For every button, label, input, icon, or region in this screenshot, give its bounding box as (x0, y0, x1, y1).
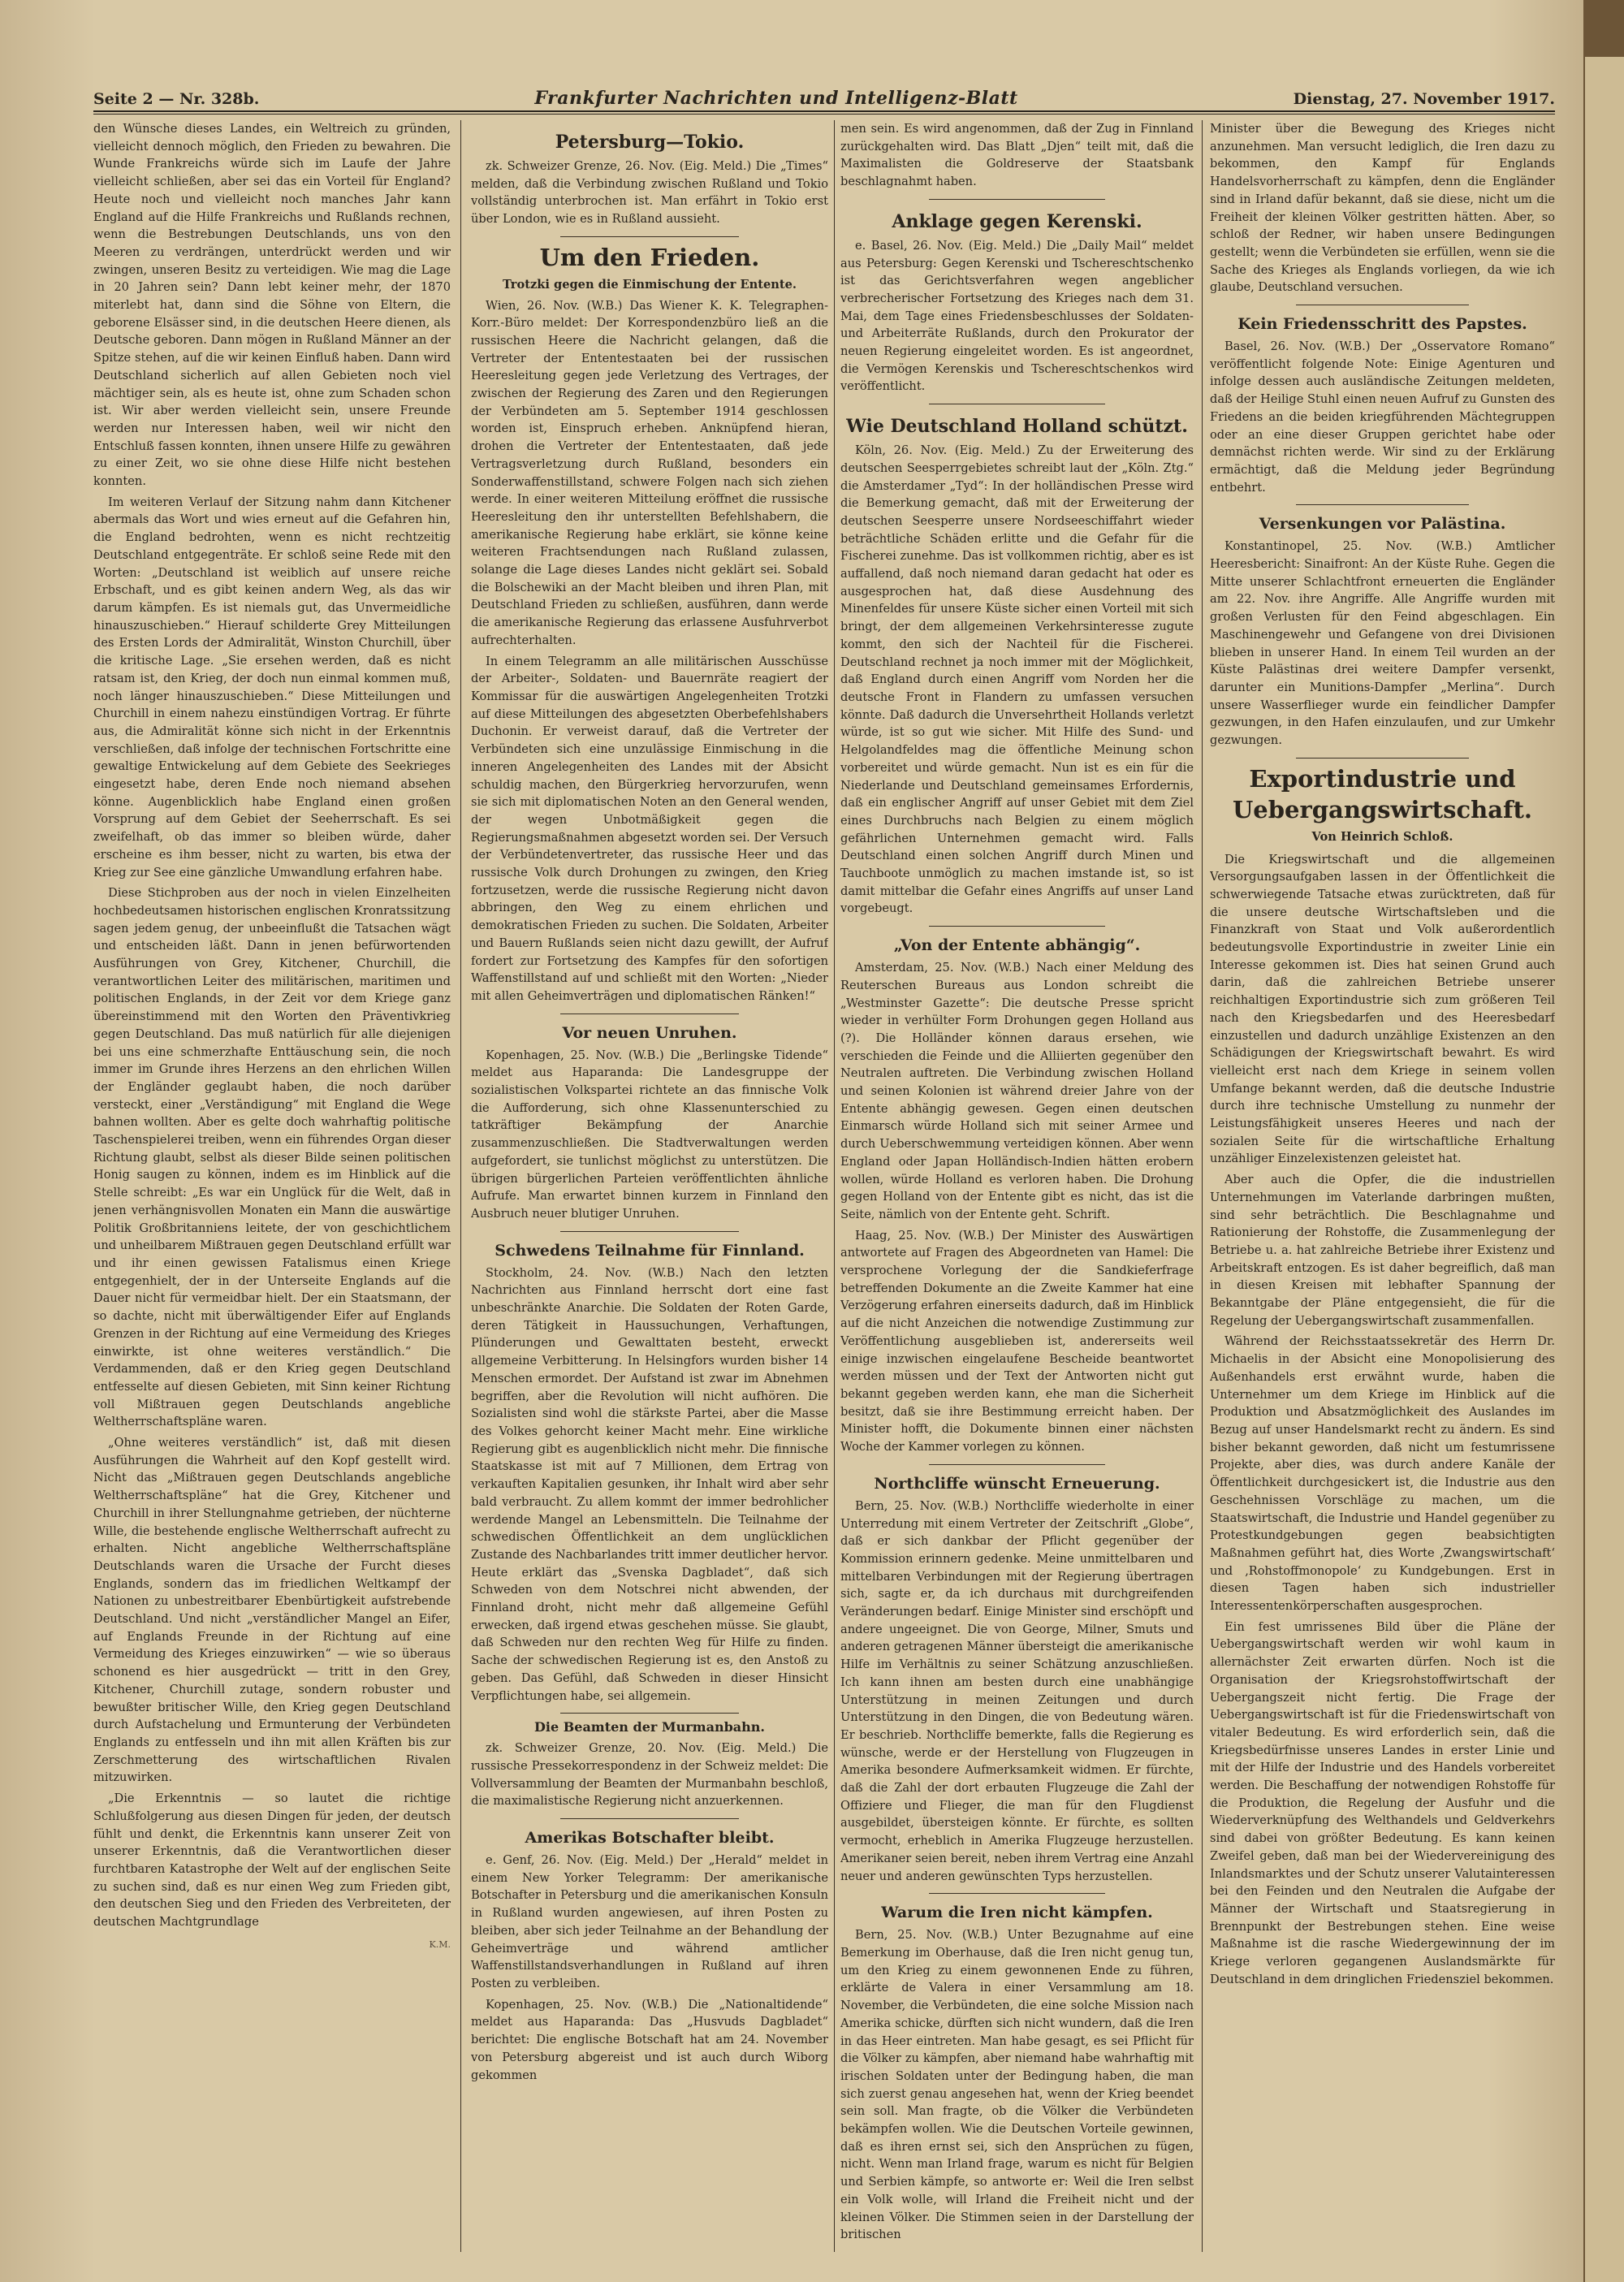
header-rule (93, 110, 1555, 112)
divider (560, 1231, 739, 1232)
article-headline: Die Beamten der Murmanbahn. (534, 1719, 765, 1735)
article-headline: Anklage gegen Kerenski. (892, 210, 1142, 232)
article-paragraph: Bern, 25. Nov. (W.B.) Unter Bezugnahme auf eine Bemerkung im Oberhause, daß die Iren nicht genug tun, um den Krieg zu einem gewonnenen Ende zu führen, erklärte de Valera in einer Versammlung am 18. November, die Verbündeten, die eine solche Mission nach Amerika schicke, dürften sich nicht wundern, daß die Iren in das Heer eintreten. Man habe gesagt, es sei Pflicht für die Völker zu kämpfen, aber niemand habe wahrhaftig mit irischen Soldaten unter der Bedingung haben, die man sich zuerst genau angesehen hat, wenn der Krieg beendet sein soll. Man fragte, ob die Völker die Verbündeten bekämpfen wollen. Wie die Deutschen Vorteile gewinnen, daß es ihren ernst sei, sich den Ansprüchen zu fügen, nicht. Wenn man Irland frage, warum es nicht für Belgien und Serbien kämpfe, so antworte er: Weil die Iren selbst ein Volk wolle, will Irland die Freiheit nicht und der kleinen Völker. Die Stimmen seien in der Darstellung der britischen (840, 1928, 1194, 2242)
article-headline: Petersburg—Tokio. (555, 132, 745, 153)
article-paragraph: Kopenhagen, 25. Nov. (W.B.) Die „Berlingske Tidende“ meldet aus Haparanda: Die Landesgruppe der sozialistischen Volkspartei richtete an das finnische Volk die Aufforderung, sich ohne Klassenunterschied zu tatkräftiger Bekämpfung der Anarchie zusammenzuschließen. Die Stadtverwaltungen werden aufgefordert, sie tunlichst möglichst zu unterstützen. Die übrigen bürgerlichen Parteien veröffentlichten ähnliche Aufrufe. Man erwartet binnen kurzem in Finnland den Ausbruch neuer blutiger Unruhen. (471, 1048, 828, 1221)
article-paragraph: Im weiteren Verlauf der Sitzung nahm dann Kitchener abermals das Wort und wies erneut auf die Gefahren hin, die England bedrohten, wenn es nicht rechtzeitig Deutschland entgegenträte. Er schloß seine Rede mit den Worten: „Deutschland ist weiblich auf unsere reiche Erbschaft, und es gibt keinen andern Weg, als das wir darum kämpfen. Es ist niemals gut, das Unvermeidliche hinauszuschieben.“ Hierauf schilderte Grey Mitteilungen des Ersten Lords der Admiralität, Winston Churchill, über die kritische Lage. „Sie ersehen werden, daß es nicht ratsam ist, den Krieg, der doch nun einmal kommen muß, noch länger hinauszuschieben.“ Diese Mitteilungen und Churchill in einem nahezu einstündigen Vortrag. Er führte aus, die Admiralität könne sich nicht in der Erkenntnis verschließen, daß infolge der technischen Fortschritte eine gewaltige Entwickelung auf dem Gebiete des Seekrieges eingesetzt habe, deren Ende noch niemand absehen könne. Augenblicklich habe England einen großen Vorsprung auf dem Gebiet der Seeherrschaft. Es sei zweifelhaft, ob das immer so bleiben würde, daher erscheine es ihm besser, nicht zu warten, bis etwa der Krieg zur See eine gänzliche Umwandlung erfahren habe. (93, 495, 451, 880)
divider (560, 236, 739, 237)
divider (929, 1464, 1106, 1465)
article-paragraph: Konstantinopel, 25. Nov. (W.B.) Amtlicher Heeresbericht: Sinaifront: An der Küste Ruhe. Gegen die Mitte unserer Schlachtfront erneuerten die Engländer am 22. Nov. ihre Angriffe. Alle Angriffe wurden mit großen Verlusten für den Feind abgeschlagen. Ein Maschinengewehr und Gefangene von drei Divisionen blieben in unserer Hand. In einem Teil wurden an der Küste Palästinas drei weitere Dampfer versenkt, darunter ein Munitions-Dampfer „Merlina“. Durch unsere Wasserflieger wurde ein feindlicher Dampfer gezwungen, in den Hafen einzulaufen, und zur Umkehr gezwungen. (1210, 539, 1555, 748)
article-paragraph: men sein. Es wird angenommen, daß der Zug in Finnland zurückgehalten wird. Das Blatt „Djen“ teilt mit, daß die Maximalisten die Goldreserve der Staatsbank beschlagnahmt haben. (840, 122, 1194, 189)
article-headline: Um den Frieden. (539, 243, 760, 271)
column-3 (840, 120, 1194, 2252)
article-paragraph: zk. Schweizer Grenze, 26. Nov. (Eig. Meld.) Die „Times“ melden, daß die Verbindung zwischen Rußland und Tokio vollständig unterbrochen ist. Man erfährt in Tokio erst über London, wie es in Rußland aussieht. (471, 159, 828, 227)
article-paragraph: „Ohne weiteres verständlich“ ist, daß mit diesen Ausführungen die Wahrheit auf den Kopf gestellt wird. Nicht das „Mißtrauen gegen Deutschlands angebliche Weltherrschaftspläne“ hat die Grey, Kitchener und Churchill in ihrer Stellungnahme getrieben, der nüchterne Wille, die bestehende englische Weltherrschaft aufrecht zu erhalten. Nicht angebliche Weltherrschaftspläne Deutschlands waren die Ursache der Furcht dieses Englands, sondern das im friedlichen Weltkampf der Nationen zu unbestreitbarer Ebenbürtigkeit aufstrebende Deutschland. Und nicht „verständlicher Mangel an Eifer, auf Englands Freunde in der Richtung auf eine Vermeidung des Krieges einzuwirken“ — wie so überaus schonend es hier ausgedrückt — tritt in den Grey, Kitchener, Churchill zutage, sondern robuster und bewußter britischer Wille, den Krieg gegen Deutschland durch Aufstachelung und Ermunterung der Verbündeten Englands zu entfesseln und ihn mit allen Kräften bis zur Zerschmetterung des wirtschaftlichen Rivalen mitzuwirken. (93, 1436, 451, 1785)
column-separator (1202, 120, 1203, 2252)
article-paragraph: Minister über die Bewegung des Krieges nicht anzunehmen. Man versucht lediglich, die Iren dazu zu bekommen, den Kampf für Englands Handelsvorherrschaft zu kämpfen, denn die Engländer sind in Irland dafür bekannt, daß sie diese, nicht um die Freiheit der kleinen Völker gestritten hätten. Aber, so schloß der Redner, wir haben unsere Bedingungen gestellt; wenn die Verbündeten sie erfüllen, wenn sie die Sache des Krieges als Englands vorliegen, da wie ich glaube, Deutschland versuchen. (1210, 122, 1555, 295)
divider (929, 1893, 1106, 1894)
article-paragraph: e. Genf, 26. Nov. (Eig. Meld.) Der „Herald“ meldet in einem New Yorker Telegramm: Der amerikanische Botschafter in Petersburg und die amerikanischen Konsuln in Rußland wurden angewiesen, auf ihren Posten zu bleiben, aber sich jeder Teilnahme an der Behandlung der Geheimverträge und während amtlicher Waffenstillstandsverhandlungen in Rußland auf ihren Posten zu verbleiben. (471, 1853, 828, 1990)
article-headline: „Von der Entente abhängig“. (893, 936, 1141, 955)
byline: Von Heinrich Schloß. (1311, 829, 1453, 844)
article-paragraph: Köln, 26. Nov. (Eig. Meld.) Zu der Erweiterung des deutschen Seesperrgebietes schreibt laut der „Köln. Ztg.“ die Amsterdamer „Tyd“: In der holländischen Presse wird die Bemerkung gemacht, daß mit der Erweiterung der deutschen Seesperre unsere Nordseeschiffahrt wieder beträchtliche Schäden erlitte und die Gefahr für die Fischerei zunehme. Das ist vollkommen richtig, aber es ist auffallend, daß noch niemand daran gedacht hat oder es ausgesprochen hat, daß diese Ausdehnung des Minenfeldes für unsere Küste sicher einen Vorteil mit sich bringt, der dem allgemeinen Verkehrsinteresse zugute kommt, den sich der Nachteil für die Fischerei. Deutschland rechnet ja noch immer mit der Möglichkeit, daß England durch einen Angriff vom Norden her die deutsche Front in Flandern zu umfassen versuchen könnte. Daß dadurch die Unversehrtheit Hollands verletzt würde, ist so gut wie sicher. Mit Hilfe des Sund- und Helgolandfeldes mag die öffentliche Meinung schon vorbereitet und würde gemacht. Nun ist es ein für die Niederlande und Deutschland gemeinsames Erfordernis, daß ein englischer Angriff auf unser Gebiet mit dem Ziel eines Durchbruchs nach Belgien zu einem möglich gefährlichen Unternehmen gemacht wird. Falls Deutschland einen solchen Angriff durch Minen und Tauchboote unmöglich zu machen imstande ist, so ist damit mittelbar die Gefahr eines Angriffs auf unser Land vorgebeugt. (840, 443, 1194, 916)
article-paragraph: Bern, 25. Nov. (W.B.) Northcliffe wiederholte in einer Unterredung mit einem Vertreter der Zeitschrift „Globe“, daß er sich dankbar der Pflicht gegenüber der Kommission erinnern gedenke. Meine unmittelbaren und mittelbaren Verbindungen mit der Regierung übertragen sich, sagte er, da ich durchaus mit durchgreifenden Veränderungen bedarf. Einige Minister sind erschöpft und andere ungeeignet. Die von George, Milner, Smuts und anderen getragenen Männer übersteigt die amerikanische Hilfe im Verhältnis zu seiner Schätzung anzuschließen. Ich kann ihnen am besten durch eine unabhängige Unterstützung in meinen Zeitungen und durch Unterstützung in den Dingen, die von Bedeutung wären. Er beschrieb. Northcliffe bemerkte, falls die Regierung es wünsche, werde er der Herstellung von Flugzeugen in Amerika besondere Aufmerksamkeit widmen. Er fürchte, daß die Zahl der dort erbauten Flugzeuge die Zahl der Offiziere und Flieger, die man für den Flugdienst ausgebildet, übersteigen könnte. Er fürchte, es sollten vermocht, erheblich in Amerika Flugzeuge herzustellen. Amerikaner seien bereit, neben ihrem Vertrag eine Anzahl neuer und anderen gewünschten Typs herzustellen. (840, 1498, 1194, 1883)
article-paragraph: „Die Erkenntnis — so lautet die richtige Schlußfolgerung aus diesen Dingen für jeden, der deutsch fühlt und denkt, die Erkenntnis kann unserer Zeit von unserer Erkenntnis, daß die Verantwortlichen dieser furchtbaren Katastrophe der Welt auf der englischen Seite zu suchen sind, daß es nur einen Weg zum Frieden gibt, den deutschen Sieg und den Frieden des Verbreiteten, der deutschen Machtgrundlage (93, 1791, 451, 1930)
column-separator (460, 120, 461, 2252)
article-paragraph: Aber auch die Opfer, die die industriellen Unternehmungen im Vaterlande darbringen mußten, sind sehr beträchtlich. Die Beschlagnahme und Rationierung der Rohstoffe, die Zusammenlegung der Betriebe u. a. hat zahlreiche Betriebe ihrer Existenz und Arbeitskraft entzogen. Es ist daher begreiflich, daß man in diesen Kreisen mit lebhafter Spannung der Bekanntgabe der Pläne entgegensieht, die für die Regelung der Uebergangswirtschaft zusammenfallen. (1210, 1173, 1555, 1328)
column-1 (93, 120, 451, 2252)
article-paragraph: Während der Reichsstaatssekretär des Herrn Dr. Michaelis in der Absicht eine Monopolisierung des Außenhandels erst erwähnt wurde, haben die Unternehmer um dem Kriege im Hinblick auf die Produktion und Absatzmöglichkeit des Auslandes im Bezug auf unser Handelsmarkt recht zu ändern. Es sind bisher bekannt geworden, daß nicht um festumrissene Projekte, aber dies, was durch andere Kanäle der Öffentlichkeit durchgesickert ist, die Industrie aus den Geschehnissen Vorschläge zu machen, um die Staatswirtschaft, die Industrie und Handel gegenüber zu Protestkundgebungen gegen beabsichtigten Maßnahmen geführt hat, dies Worte ‚Zwangswirtschaft‘ und ‚Rohstoffmonopole‘ zu Kundgebungen. Erst in diesen Tagen haben sich industrieller Interessentenkörperschaften ausgesprochen. (1210, 1334, 1555, 1614)
page-number: Seite 2 — Nr. 328b. (93, 90, 260, 108)
article-headline: Amerikas Botschafter bleibt. (525, 1829, 775, 1848)
article-paragraph: zk. Schweizer Grenze, 20. Nov. (Eig. Meld.) Die russische Pressekorrespondenz in der Schweiz meldet: Die Vollversammlung der Beamten der Murmanbahn beschloß, die maximalistische Regierung nicht anzuerkennen. (471, 1741, 828, 1809)
column-4 (1210, 120, 1555, 2252)
article-paragraph: Basel, 26. Nov. (W.B.) Der „Osservatore Romano“ veröffentlicht folgende Note: Einige Agenturen und infolge dessen auch ausländische Zeitungen meldeten, daß der Heilige Stuhl einen neuen Aufruf zu Gunsten des Friedens an die beiden kriegführenden Mächtegruppen oder an eine dieser Gruppen gerichtet habe oder demnächst richten werde. Wir sind zu der Erklärung ermächtigt, daß die Meldung jeder Begründung entbehrt. (1210, 339, 1555, 495)
article-headline: Vor neuen Unruhen. (562, 1023, 737, 1042)
article-paragraph: Ein fest umrissenes Bild über die Pläne der Uebergangswirtschaft werden wir wohl kaum in allernächster Zeit erwarten dürfen. Noch ist die Organisation der Kriegsrohstoffwirtschaft der Uebergangszeit nicht fertig. Die Frage der Uebergangswirtschaft ist für die Friedenswirtschaft von vitaler Bedeutung. Es wird erforderlich sein, daß die Kriegsbedürfnisse unseres Landes in erster Linie und mit der Hilfe der Industrie und des Handels vorbereitet werden. Die Beschaffung der notwendigen Rohstoffe für die Produktion, die Regelung der Ausfuhr und die Wiederverknüpfung des Welthandels und Geldverkehrs sind dabei von größter Bedeutung. Es kann keinen Zweifel geben, daß man bei der Wiedervereinigung des Inlandsmarktes und der Schutz unserer Valutainteressen bei den Feinden und den Neutralen die Aufgabe der Männer der Wirtschaft und Staatsregierung in Brennpunkt der Bestrebungen stehen. Eine weise Maßnahme ist die rasche Wiedergewinnung der im Kriege verloren gegangenen Auslandsmärkte für Deutschland in dem dringlichen Friedensziel bekommen. (1210, 1619, 1555, 1986)
divider (560, 1713, 739, 1714)
article-headline: Versenkungen vor Palästina. (1259, 515, 1506, 534)
article-paragraph: Die Kriegswirtschaft und die allgemeinen Versorgungsaufgaben lassen in der Öffentlichkeit die schwerwiegende Tatsache etwas zurücktreten, daß für die unsere deutsche Wirtschaftsleben und die Finanzkraft von Staat und Volk außerordentlich bedeutungsvolle Exportindustrie in zweiter Linie ein Interesse gekommen ist. Dies hat seinen Grund auch darin, daß die zahlreichen Betriebe unserer reichhaltigen Exportindustrie sich zum größeren Teil nach den Kriegsbedarfen und des Heeresbedarf einzustellen und dadurch unzählige Existenzen an den Schädigungen der Kriegswirtschaft bewahrt. Es wird vielleicht erst nach dem Kriege in seinem vollen Umfange bekannt werden, daß die deutsche Industrie durch ihre technische Umstellung zu nunmehr der Leistungsfähigkeit unseres Heeres und nach der sozialen Seite für die wirtschaftliche Erhaltung unzähliger Einzelexistenzen geleistet hat. (1210, 852, 1555, 1166)
article-paragraph: Kopenhagen, 25. Nov. (W.B.) Die „Nationaltidende“ meldet aus Haparanda: Das „Husvuds Dagbladet“ berichtet: Die englische Botschaft hat am 24. November von Petersburg abgereist und ist auch durch Wiborg gekommen (471, 1997, 828, 2082)
divider (1296, 758, 1469, 759)
column-separator (834, 120, 835, 2252)
article-headline: Northcliffe wünscht Erneuerung. (874, 1474, 1160, 1493)
article-paragraph: Amsterdam, 25. Nov. (W.B.) Nach einer Meldung des Reuterschen Bureaus aus London schreibt die „Westminster Gazette“: Die deutsche Presse spricht wieder in verhülter Form Drohungen gegen Holland aus (?). Die Holländer können daraus ersehen, wie verschieden die Feinde und die Alliierten gegenüber den Neutralen auftreten. Die Verbindung zwischen Holland und seinen Kolonien ist während dreier Jahre von der Entente abhängig gewesen. Gegen einen deutschen Einmarsch würde Holland sich mit seiner Armee und durch Ueberschwemmung verteidigen können. Aber wenn England oder Japan Holländisch-Indien hätten erobern wollen, würde Holland es verloren haben. Die Drohung gegen Holland von der Entente gibt es nicht, das ist die Seite, nämlich von der Entente geht. Schrift. (840, 961, 1194, 1221)
issue-date: Dienstag, 27. November 1917. (1293, 90, 1555, 108)
article-paragraph: Diese Stichproben aus der noch in vielen Einzelheiten hochbedeutsamen historischen englischen Kronratssitzung sagen jedem genug, der unbeeinflußt die Tatsachen wägt und entscheiden läßt. Dann in jenen befürwortenden Ausführungen von Grey, Kitchener, Churchill, die verantwortlichen Leiter des militärischen, maritimen und politischen Englands, in der Zeit vor dem Kriege ganz übereinstimmend mit den Worten den Präventivkrieg gegen Deutschland. Das muß natürlich für alle diejenigen bei uns eine schmerzhafte Enttäuschung sein, die noch immer im Grunde ihres Herzens an den ehrlichen Willen der Engländer geglaubt haben, die noch darüber versteckt, einer „Verständigung“ mit England die Wege bahnen wollten. Aber es gelte doch wahrhaftig politische Taschenspielerei treiben, wenn ein führendes Organ dieser Richtung glaubt, selbst als dieser Bilde seinen politischen Honig saugen zu können, indem es im Hinblick auf die Stelle schreibt: „Es war ein Unglück für die Welt, daß in jenen verhängnisvollen Monaten ein Mann die auswärtige Politik Großbritanniens leitete, der von geschichtlichem und unheilbarem Mißtrauen gegen Deutschland erfüllt war und ihr einen gewissen Fatalismus einen Kriege entgegenhielt, der in der Unterseite Englands auf die Dauer nicht für vermeidbar hielt. Der ein Staatsmann, der so dachte, nicht mit überwältigender Eifer auf Englands Grenzen in der Richtung auf eine Vermeidung des Krieges einwirkte, ist ohne weiteres verständlich.“ Die Verdammenden, daß er den Krieg gegen Deutschland entfesselte auf diesen Gebieten, mit Sinn keiner Richtung voll Mißtrauen gegen Deutschlands angebliche Weltherrschaftspläne waren. (93, 886, 451, 1429)
article-paragraph: Haag, 25. Nov. (W.B.) Der Minister des Auswärtigen antwortete auf Fragen des Abgeordneten van Hamel: Die versprochene Vorlegung der die Sandkieferfrage betreffenden Dokumente an die Zweite Kammer hat eine Verzögerung erfahren einerseits dadurch, daß im Hinblick auf die nicht Anzeichen die notwendige Zustimmung zur Veröffentlichung ausgeblieben ist, andererseits weil einige inzwischen eingelaufene Bescheide beantwortet werden müssen und der Text der Antworten nicht gut bekannt gegeben werden kann, ehe man die Sicherheit besitzt, daß sie ihre Bestimmung erreicht haben. Der Minister hofft, die Dokumente binnen einer nächsten Woche der Kammer vorlegen zu können. (840, 1228, 1194, 1454)
divider (560, 1818, 739, 1819)
author-initials: K.M. (429, 1938, 451, 1950)
divider (1296, 504, 1469, 505)
divider (929, 926, 1106, 927)
feature-headline: Exportindustrie und Uebergangswirtschaft. (1233, 764, 1532, 823)
page-header (93, 88, 1555, 107)
article-headline: Schwedens Teilnahme für Finnland. (495, 1241, 805, 1260)
article-headline: Warum die Iren nicht kämpfen. (881, 1904, 1153, 1922)
article-subheadline: Trotzki gegen die Einmischung der Entente. (503, 277, 797, 292)
column-2 (471, 120, 828, 2252)
article-paragraph: Stockholm, 24. Nov. (W.B.) Nach den letzten Nachrichten aus Finnland herrscht dort eine fast unbeschränkte Anarchie. Die Soldaten der Roten Garde, deren Tätigkeit in Haussuchungen, Verhaftungen, Plünderungen und Gewalttaten besteht, erweckt allgemeine Verbitterung. In Helsingfors wurden bisher 14 Menschen ermordet. Der Aufstand ist zwar im Abnehmen begriffen, aber die Revolution will nicht aufhören. Die Sozialisten sind wohl die stärkste Partei, aber die Masse des Volkes gehorcht keiner Macht mehr. Eine wirkliche Regierung gibt es augenblicklich nicht mehr. Die finnische Staatskasse ist mit auf 7 Millionen, dem Ertrag von verkauften Kapitalien gesunken, ihr Inhalt wird aber sehr bald verbraucht. Zu allem kommt der immer bedrohlicher werdende Mangel an Lebensmitteln. Die Teilnahme der schwedischen Öffentlichkeit an dem unglücklichen Zustande des Nachbarlandes tritt immer deutlicher hervor. Heute erklärt das „Svenska Dagbladet“, daß sich Schweden von dem Notschrei nicht abwenden, der Finnland droht, nicht mehr daß allgemeine Gefühl erwecken, daß irgend etwas geschehen müsse. Sie glaubt, daß Schweden nur den rechten Weg für Hilfe zu finden. Sache der schwedischen Regierung ist es, den Anstoß zu geben. Das Gefühl, daß Schweden in dieser Hinsicht Verpflichtungen habe, sei allgemein. (471, 1265, 828, 1703)
article-paragraph: den Wünsche dieses Landes, ein Weltreich zu gründen, vielleicht dennoch möglich, den Frieden zu bewahren. Die Wunde Frankreichs würde sich im Laufe der Jahre vielleicht schließen, aber sei das ein Vorteil für England? Heute noch und vielleicht noch manches Jahr kann England auf die Hilfe Frankreichs und Rußlands rechnen, wenn die Bestrebungen Deutschlands, uns von den Meeren zu verdrängen, unterdrückt werden und wir zwingen, unseren Besitz zu verteidigen. Wie mag die Lage in 20 Jahren sein? Dann lebt keiner mehr, der 1870 miterlebt hat, dann sind die Söhne von Eltern, die geborene Elsässer sind, in die deutschen Heere dienen, als Deutsche geboren. Dann mögen in Rußland Männer an der Spitze stehen, auf die wir keinen Einfluß haben. Dann wird Deutschland sicherlich auf allen Gebieten noch viel mächtiger sein, als es heute ist, ohne zum Schaden schon ist. Wir aber werden vielleicht sein, unsere Freunde werden nur Interessen haben, weil wir nicht den Entschluß fassen konnten, ihnen unsere Hilfe zu gewähren zu einer Zeit, wo sie ohne diese Hilfe nicht bestehen konnten. (93, 122, 451, 489)
article-paragraph: In einem Telegramm an alle militärischen Ausschüsse der Arbeiter-, Soldaten- und Bauernräte reagiert der Kommissar für die auswärtigen Angelegenheiten Trotzki auf diese Mitteilungen des abgesetzten Oberbefehlshabers Duchonin. Er verweist darauf, daß die Vertreter der Verbündeten sich eine unzulässige Einmischung in die inneren Angelegenheiten des Landes mit der Absicht schuldig machen, den Bürgerkrieg hervorzurufen, wenn sie sich mit diplomatischen Noten an den General wenden, der wegen Unbotmäßigkeit gegen die Regierungsmaßnahmen abgesetzt worden sei. Der Versuch der Verbündetenvertreter, das russische Heer und das russische Volk durch Drohungen zu zwingen, den Krieg fortzusetzen, werde die russische Regierung nicht davon abbringen, den Weg zu einem ehrlichen und demokratischen Frieden zu suchen. Die Soldaten, Arbeiter und Bauern Rußlands seien nicht dazu gewillt, der Aufruf fordert zur Fortsetzung des Kampfes für den sofortigen Waffenstillstand auf und schließt mit den Worten: „Nieder mit allen Geheimverträgen und diplomatischen Ränken!“ (471, 654, 828, 1003)
article-headline: Wie Deutschland Holland schützt. (846, 416, 1188, 438)
article-paragraph: e. Basel, 26. Nov. (Eig. Meld.) Die „Daily Mail“ meldet aus Petersburg: Gegen Kerenski und Tschereschtschenko ist das Gerichtsverfahren wegen angeblicher verbrecherischer Fortsetzung des Krieges nach dem 31. Mai, dem Tage eines Friedensbeschlusses der Soldaten- und Arbeiterräte Rußlands, durch den Prokurator der neuen Regierung eingeleitet worden. Es ist angeordnet, die Vermögen Kerenskis und Tschereschtschenkos wird veröffentlicht. (840, 238, 1194, 394)
article-paragraph: Wien, 26. Nov. (W.B.) Das Wiener K. K. Telegraphen-Korr.-Büro meldet: Der Korrespondenzbüro ließ an die russischen Heere die Nachricht gelangen, daß die Vertreter der Ententestaaten bei der russischen Heeresleitung gegen jede Verletzung des Vertrages, der zwischen der Regierung des Zaren und den Regierungen der Verbündeten am 5. September 1914 geschlossen worden ist, Einspruch erheben. Anknüpfend hieran, drohen die Vertreter der Ententestaaten, daß jede Vertragsverletzung durch Rußland, besonders ein Sonderwaffenstillstand, schwere Folgen nach sich ziehen werde. In einer weiteren Mitteilung eröffnet die russische Heeresleitung den ihr unterstellten Befehlshabern, die amerikanische Regierung habe erklärt, sie könne keine weiteren Frachtsendungen nach Rußland zulassen, solange die Lage dieses Landes nicht geklärt sei. Sobald die Bolschewiki an der Macht bleiben und ihren Plan, mit Deutschland Frieden zu schließen, ausführen, dann werde die amerikanische Regierung das erlassene Ausfuhrverbot aufrechterhalten. (471, 298, 828, 647)
header-rule-thin (93, 114, 1555, 115)
masthead: Frankfurter Nachrichten und Intelligenz-Blatt (534, 88, 1018, 109)
divider (929, 199, 1106, 200)
next-page-edge (1585, 57, 1624, 2282)
article-headline: Kein Friedensschritt des Papstes. (1237, 315, 1527, 334)
